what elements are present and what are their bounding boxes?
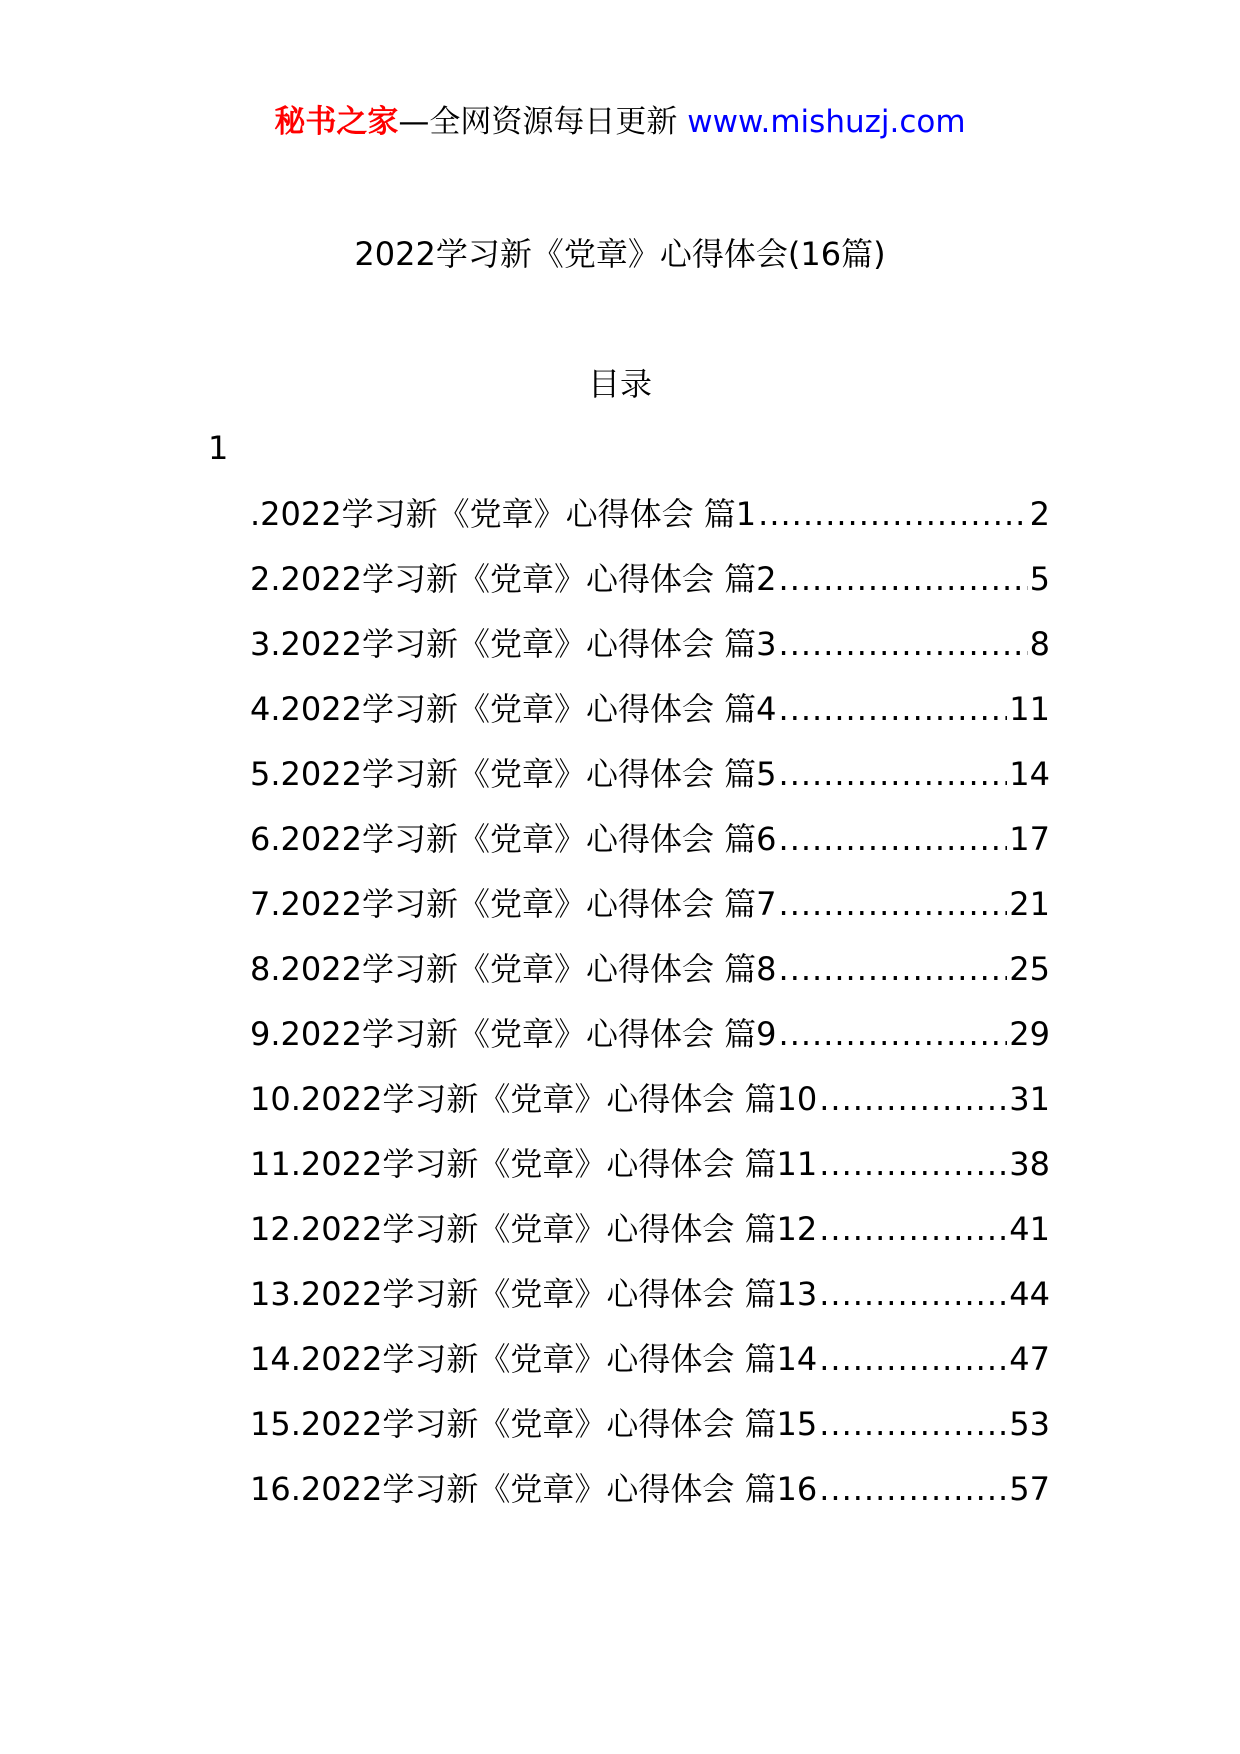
toc-entry-page: 53	[1009, 1405, 1050, 1443]
toc-entry-label: 7.2022学习新《党章》心得体会 篇7	[250, 885, 777, 923]
toc-dot-leader	[758, 492, 1027, 536]
toc-entry-label: 6.2022学习新《党章》心得体会 篇6	[250, 820, 777, 858]
toc-entry-label: 3.2022学习新《党章》心得体会 篇3	[250, 625, 777, 663]
toc-entry-label: .2022学习新《党章》心得体会 篇1	[250, 495, 757, 533]
toc-dot-leader	[819, 1207, 1007, 1251]
toc-entry-page: 14	[1009, 755, 1050, 793]
toc-entry-2[interactable]	[250, 557, 1050, 622]
toc-entry-13[interactable]	[250, 1272, 1050, 1337]
toc-entry-page: 47	[1009, 1340, 1050, 1378]
toc-dot-leader	[779, 817, 1008, 861]
toc-entry-label: 14.2022学习新《党章》心得体会 篇14	[250, 1340, 818, 1378]
toc-entry-page: 41	[1009, 1210, 1050, 1248]
toc-dot-leader	[779, 687, 1008, 731]
toc-entry-label: 15.2022学习新《党章》心得体会 篇15	[250, 1405, 818, 1443]
site-url-link[interactable]: www.mishuzj.com	[687, 104, 966, 140]
toc-entry-page: 17	[1009, 820, 1050, 858]
table-of-contents	[250, 492, 1050, 1532]
toc-entry-7[interactable]	[250, 882, 1050, 947]
toc-dot-leader	[779, 752, 1008, 796]
toc-dot-leader	[779, 947, 1008, 991]
toc-entry-4[interactable]	[250, 687, 1050, 752]
toc-entry-page: 8	[1029, 625, 1050, 663]
toc-entry-5[interactable]	[250, 752, 1050, 817]
toc-entry-page: 5	[1029, 560, 1050, 598]
toc-entry-page: 38	[1009, 1145, 1050, 1183]
toc-dot-leader	[819, 1077, 1007, 1121]
toc-entry-14[interactable]	[250, 1337, 1050, 1402]
toc-entry-label: 9.2022学习新《党章》心得体会 篇9	[250, 1015, 777, 1053]
toc-entry-label: 11.2022学习新《党章》心得体会 篇11	[250, 1145, 818, 1183]
toc-entry-label: 13.2022学习新《党章》心得体会 篇13	[250, 1275, 818, 1313]
toc-dot-leader	[819, 1337, 1007, 1381]
toc-dot-leader	[819, 1142, 1007, 1186]
toc-entry-label: 10.2022学习新《党章》心得体会 篇10	[250, 1080, 818, 1118]
toc-entry-9[interactable]	[250, 1012, 1050, 1077]
toc-dot-leader	[779, 882, 1008, 926]
toc-entry-8[interactable]	[250, 947, 1050, 1012]
toc-entry-page: 21	[1009, 885, 1050, 923]
toc-entry-16[interactable]	[250, 1467, 1050, 1532]
toc-dot-leader	[819, 1272, 1007, 1316]
toc-entry-page: 25	[1009, 950, 1050, 988]
toc-entry-11[interactable]	[250, 1142, 1050, 1207]
toc-heading: 目录	[587, 365, 652, 403]
toc-entry-15[interactable]	[250, 1402, 1050, 1467]
toc-dot-leader	[779, 1012, 1008, 1056]
toc-entry-label: 16.2022学习新《党章》心得体会 篇16	[250, 1470, 818, 1508]
toc-entry-label: 4.2022学习新《党章》心得体会 篇4	[250, 690, 777, 728]
document-title: 2022学习新《党章》心得体会(16篇)	[354, 235, 886, 273]
site-header	[0, 100, 1240, 144]
toc-entry-label: 5.2022学习新《党章》心得体会 篇5	[250, 755, 777, 793]
toc-entry-1[interactable]	[250, 492, 1050, 557]
toc-dot-leader	[779, 622, 1028, 666]
header-tagline: —全网资源每日更新	[398, 104, 678, 140]
toc-entry-page: 57	[1009, 1470, 1050, 1508]
toc-dot-leader	[819, 1402, 1007, 1446]
toc-entry-page: 31	[1009, 1080, 1050, 1118]
toc-entry-10[interactable]	[250, 1077, 1050, 1142]
toc-entry-page: 44	[1009, 1275, 1050, 1313]
toc-dot-leader	[819, 1467, 1007, 1511]
toc-entry-label: 2.2022学习新《党章》心得体会 篇2	[250, 560, 777, 598]
brand-name: 秘书之家	[274, 104, 399, 140]
toc-entry-page: 11	[1009, 690, 1050, 728]
toc-entry-label: 12.2022学习新《党章》心得体会 篇12	[250, 1210, 818, 1248]
toc-entry-page: 2	[1029, 495, 1050, 533]
toc-entry-page: 29	[1009, 1015, 1050, 1053]
toc-entry-12[interactable]	[250, 1207, 1050, 1272]
toc-level-number: 1	[208, 429, 229, 467]
toc-entry-label: 8.2022学习新《党章》心得体会 篇8	[250, 950, 777, 988]
toc-entry-6[interactable]	[250, 817, 1050, 882]
toc-entry-3[interactable]	[250, 622, 1050, 687]
toc-dot-leader	[779, 557, 1028, 601]
